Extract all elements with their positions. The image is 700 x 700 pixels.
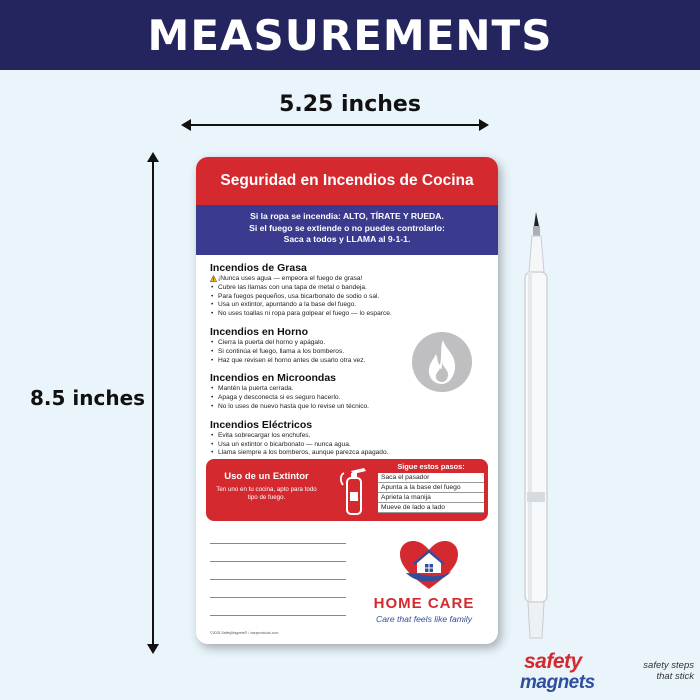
list-item: • Si continúa el fuego, llama a los bomberos. xyxy=(210,348,498,357)
card-title-bar xyxy=(196,157,498,205)
list-item: • Apaga y desconecta si es seguro hacerlo. xyxy=(210,394,498,403)
extinguisher-title: Uso de un Extintor xyxy=(224,471,309,482)
section-electrical-fires xyxy=(196,419,498,458)
list-item: • Mantén la puerta cerrada. xyxy=(210,385,498,394)
write-line xyxy=(210,543,346,544)
card-title: Seguridad en Incendios de Cocina xyxy=(220,172,474,189)
list-item: • Llama siempre a los bomberos, aunque parezca apagado. xyxy=(210,449,498,458)
section-heading: Incendios de Grasa xyxy=(210,262,307,274)
width-arrowhead-left xyxy=(181,119,191,131)
home-heart-logo-icon xyxy=(394,537,464,593)
list-item: • No lo uses de nuevo hasta que lo revise un técnico. xyxy=(210,403,498,412)
brand-line-1: safety xyxy=(524,650,582,673)
subtitle-line: Si el fuego se extiende o no puedes controlarlo: xyxy=(249,222,445,233)
width-arrow-line xyxy=(186,124,484,126)
subtitle-line: Si la ropa se incendia: ALTO, TÍRATE Y RUEDA. xyxy=(250,211,444,221)
pen-icon xyxy=(508,212,558,642)
brand-line-2: magnets xyxy=(520,672,595,693)
card-subtitle xyxy=(196,205,498,255)
write-line xyxy=(210,561,346,562)
step-item: Aprieta la manija xyxy=(378,493,484,503)
page-title: MEASUREMENTS xyxy=(147,10,553,60)
logo-tagline: Care that feels like family xyxy=(376,614,472,624)
magnet-card xyxy=(196,157,498,644)
warning-icon xyxy=(210,275,217,282)
list-item: • Haz que revisen el horno antes de usarlo otra vez. xyxy=(210,357,498,366)
subtitle-line: Saca a todos y LLAMA al 9-1-1. xyxy=(283,234,411,244)
list-item: • Para fuegos pequeños, usa bicarbonato de sodio o sal. xyxy=(210,293,498,302)
section-heading: Incendios en Horno xyxy=(210,325,309,338)
logo-name: HOME CARE xyxy=(373,595,475,612)
header-banner xyxy=(0,0,700,70)
list-item: • Cubre las llamas con una tapa de metal o bandeja. xyxy=(210,284,498,293)
list-item: • Usa un extintor, apuntando a la base del fuego. xyxy=(210,301,498,310)
step-item: Apunta a la base del fuego xyxy=(378,483,484,493)
fire-extinguisher-icon xyxy=(338,465,372,517)
section-heading: Incendios Eléctricos xyxy=(210,418,313,431)
height-arrowhead-top xyxy=(147,152,159,162)
step-item: Mueve de lado a lado xyxy=(378,503,484,513)
write-line xyxy=(210,597,346,598)
height-arrowhead-bottom xyxy=(147,644,159,654)
flame-icon xyxy=(412,332,472,392)
extinguisher-description: Ten uno en tu cocina, apto para todo tipo de fuego. xyxy=(216,486,317,501)
copyright: ©2025 SafetyMagnets® / zazzproducts.com xyxy=(210,631,279,635)
steps-list xyxy=(378,473,484,513)
write-line xyxy=(210,579,346,580)
height-label: 8.5 inches xyxy=(30,386,146,410)
section-heading: Incendios en Microondas xyxy=(210,372,337,385)
extinguisher-panel xyxy=(206,459,488,521)
write-in-lines xyxy=(210,543,346,633)
write-line xyxy=(210,615,346,616)
brand-tagline: safety steps that stick xyxy=(643,660,694,682)
steps-heading: Sigue estos pasos: xyxy=(397,462,465,471)
list-item: • No uses toallas ni ropa para golpear el fuego — lo esparce. xyxy=(210,310,498,319)
section-grease-fires xyxy=(196,262,498,319)
height-arrow-line xyxy=(152,158,154,648)
list-item: • Evita sobrecargar los enchufes. xyxy=(210,432,498,441)
step-item: Saca el pasador xyxy=(378,473,484,483)
list-item: ¡Nunca uses agua — empeora el fuego de grasa! xyxy=(210,275,498,284)
safety-magnets-logo xyxy=(512,648,700,698)
width-arrowhead-right xyxy=(479,119,489,131)
width-label: 5.25 inches xyxy=(279,92,421,117)
list-item: • Usa un extintor o bicarbonato — nunca agua. xyxy=(210,441,498,450)
list-item: • Cierra la puerta del horno y apágalo. xyxy=(210,339,498,348)
